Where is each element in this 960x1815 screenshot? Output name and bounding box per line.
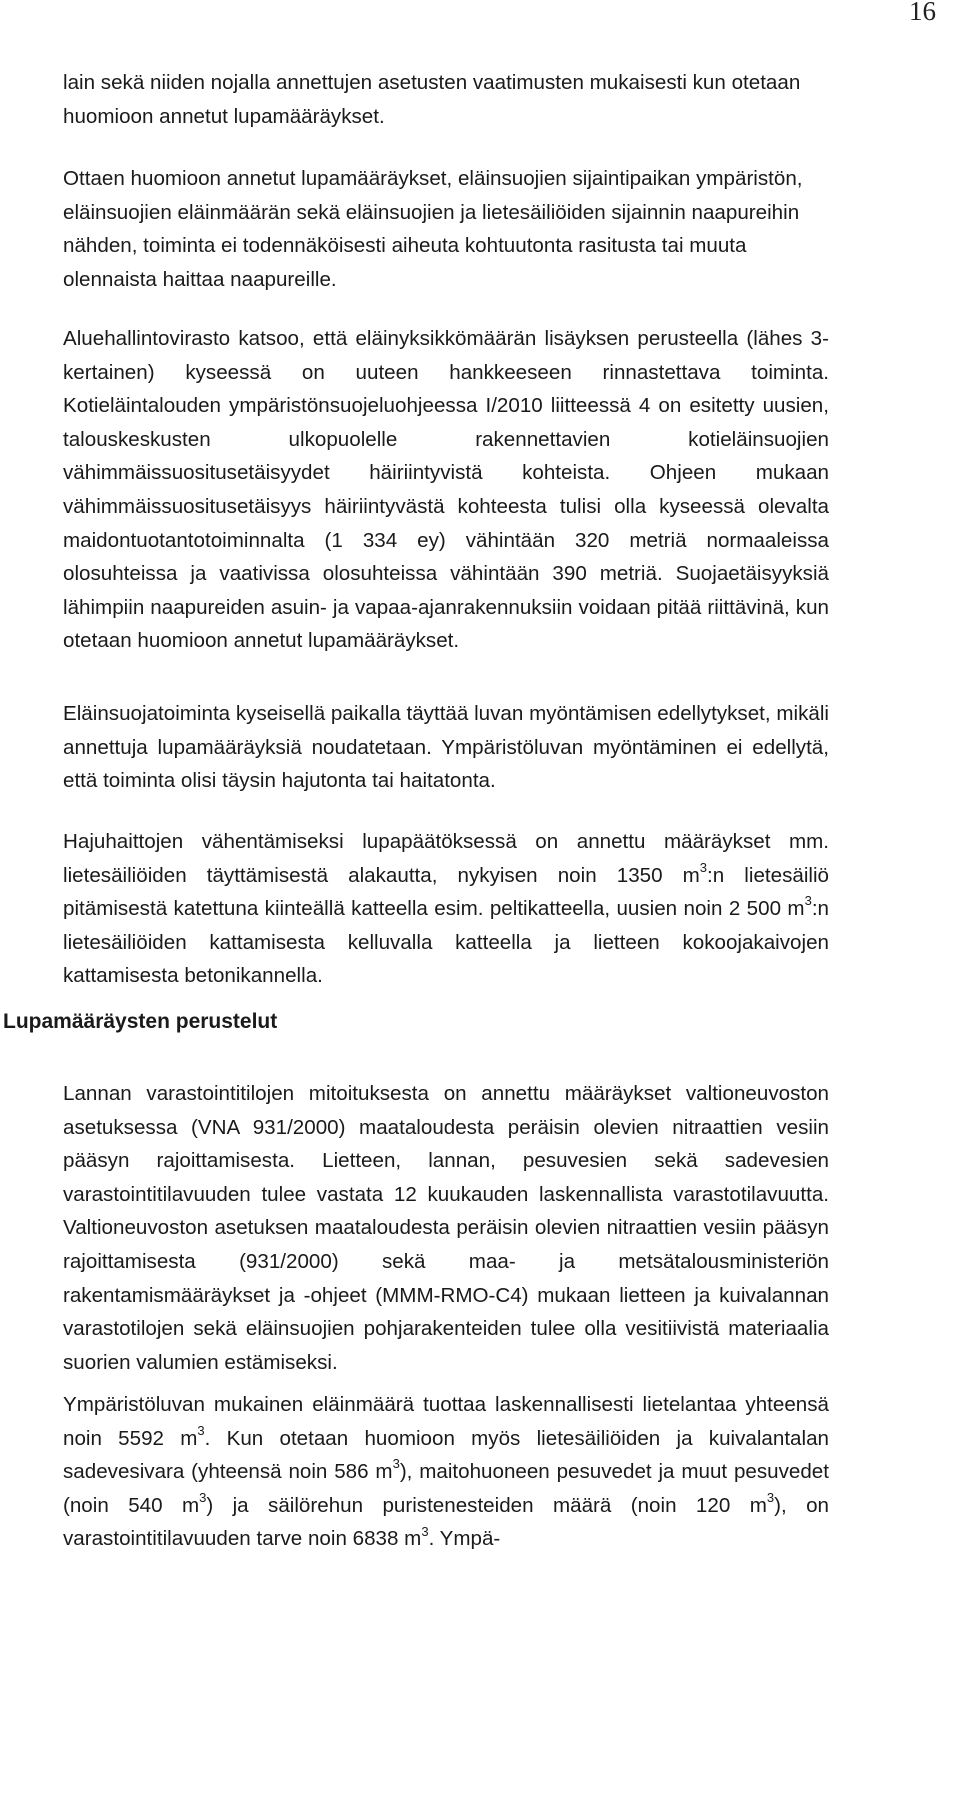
paragraph-luvan-edellytykset: Eläinsuojatoiminta kyseisellä paikalla täyttää luvan myöntämisen edellytykset, mikäli annettuja lupamääräyksiä noudatetaan. Ympäristöluvan myöntäminen ei edellytä, että toiminta olisi täysin hajutonta tai haitatonta. [63,702,829,793]
superscript: 3 [766,1489,775,1505]
text-fragment: :n lietesäiliö pitämisestä katettuna kiinteällä katteella esim. peltikatteella, uusien noin 2 500 m [63,863,829,921]
superscript: 3 [197,1422,205,1438]
paragraph-naapurit: Ottaen huomioon annetut lupamääräykset, eläinsuojien sijaintipaikan ympäristön, eläinsuojien eläinmäärän sekä eläinsuojien ja lietesäiliöiden sijainnin naapureihin nähden, toiminta ei todennäköisesti aiheuta kohtuutonta rasitusta tai muuta olennaista haittaa naapureille. [63,167,803,291]
superscript: 3 [199,1489,207,1505]
superscript: 3 [804,893,812,909]
text-fragment: Hajuhaittojen vähentämiseksi lupapäätöksessä on annettu määräykset mm. lietesäiliöiden täyttämisestä alakautta, nykyisen noin 1350 m [63,830,829,887]
paragraph-hajuhaitat [63,825,829,993]
paragraph-lupamaaraykset-intro: lain sekä niiden nojalla annettujen asetusten vaatimusten mukaisesti kun otetaan huomioon annetut lupamääräykset. [63,71,801,128]
superscript: 3 [699,859,708,875]
text-fragment: . Ympä- [428,1527,501,1551]
superscript: 3 [421,1523,429,1539]
page-number: 16 [909,0,936,26]
paragraph-varastointitilat: Lannan varastointitilojen mitoituksesta on annettu määräykset valtioneuvoston asetuksessa (VNA 931/2000) maataloudesta peräisin olevien nitraattien vesiin pääsyn rajoittamisesta. Lietteen, lannan, pesuvesien sekä sadevesien varastointitilavuuden tulee vastata 12 kuukauden laskennallista varastotilavuutta. Valtioneuvoston asetuksen maataloudesta peräisin olevien nitraattien vesiin pääsyn rajoittamisesta (931/2000) sekä maa- ja metsätalousministeriön rakentamismääräykset ja -ohjeet (MMM-RMO-C4) mukaan lietteen ja kuivalannan varastotilojen sekä eläinsuojien pohjarakenteiden tulee olla vesitiivistä materiaalia suorien valumien estämiseksi. [63,1082,829,1374]
text-fragment: ), on varastointitilavuuden tarve noin 6838 m [63,1493,829,1551]
text-fragment: ), maitohuoneen pesuvedet ja muut pesuvedet (noin 540 m [63,1460,829,1517]
superscript: 3 [392,1456,400,1472]
text-fragment: ) ja säilörehun puristenesteiden määrä (noin 120 m [206,1493,767,1517]
text-fragment: Ympäristöluvan mukainen eläinmäärä tuottaa laskennallisesti lietelantaa yhteensä noin 5592 m [63,1393,829,1450]
text-fragment: . Kun otetaan huomioon myös lietesäiliöiden ja kuivalantalan sadevesivara (yhteensä noin 586 m [63,1426,829,1484]
text-fragment: :n lietesäiliöiden kattamisesta kelluvalla katteella ja lietteen kokoojakaivojen kattamisesta betonikannella. [63,897,829,988]
section-heading: Lupamääräysten perustelut [3,1010,278,1033]
paragraph-suojaetaisyydet: Aluehallintovirasto katsoo, että eläinyksikkömäärän lisäyksen perusteella (lähes 3-kertainen) kyseessä on uuteen hankkeeseen rinnastettava toiminta. Kotieläintalouden ympäristönsuojeluohjeessa I/2010 liitteessä 4 on esitetty uusien, talouskeskusten ulkopuolelle rakennettavien kotieläinsuojien vähimmäissuositusetäisyydet häiriintyvistä kohteista. Ohjeen mukaan vähimmäissuositusetäisyys häiriintyvästä kohteesta tulisi olla kyseessä olevalta maidontuotantotoiminnalta (1 334 ey) vähintään 320 metriä normaaleissa olosuhteissa ja vaativissa olosuhteissa vähintään 390 metriä. Suojaetäisyyksiä lähimpiin naapureiden asuin- ja vapaa-ajanrakennuksiin voidaan pitää riittävinä, kun otetaan huomioon annetut lupamääräykset. [63,327,829,653]
paragraph-lietelanta [63,1388,829,1556]
